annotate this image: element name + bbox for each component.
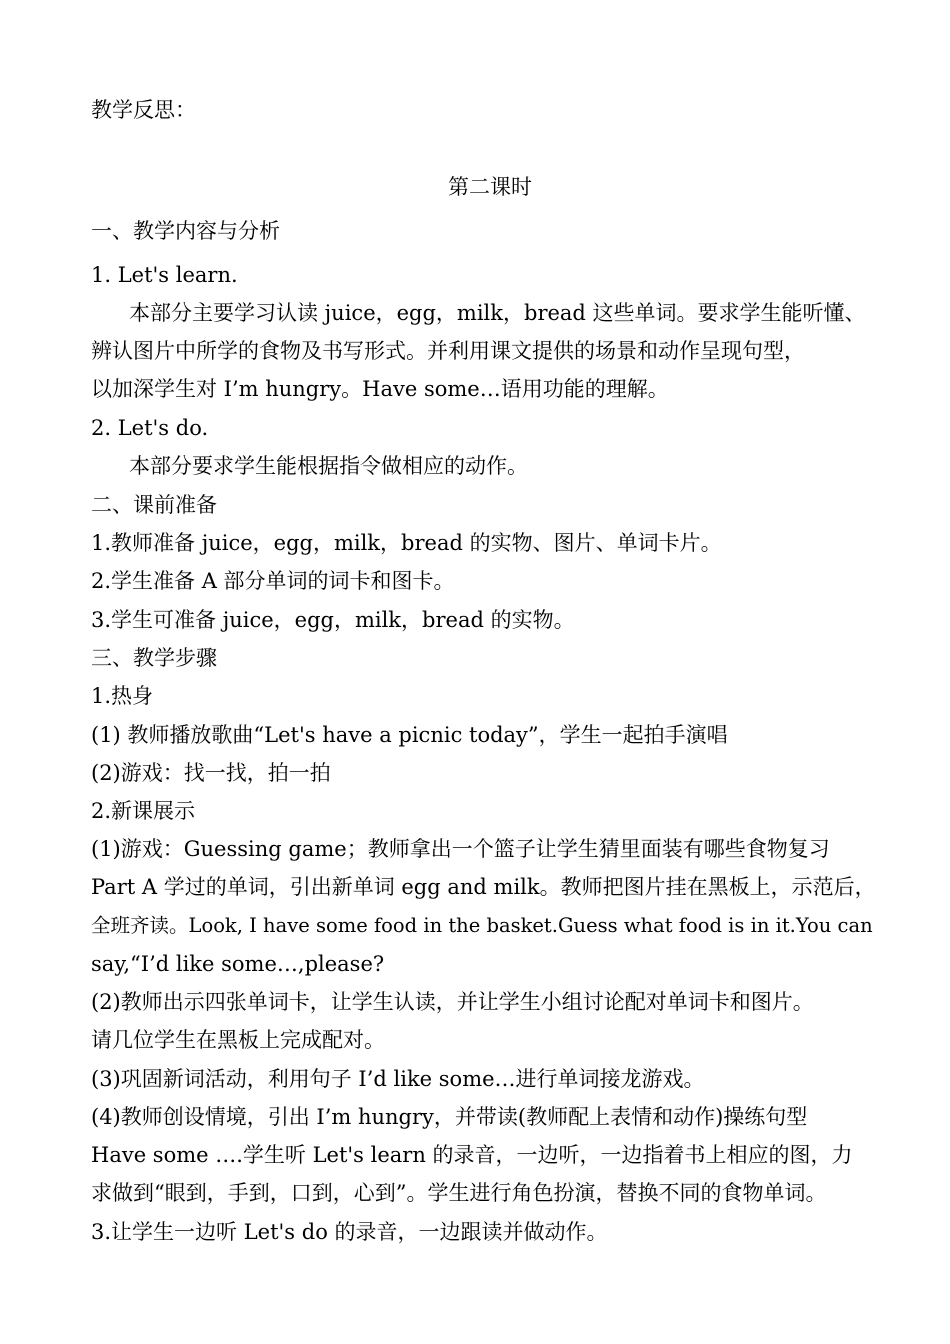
step-title-warmup: 1.热身 <box>91 684 154 708</box>
lesson-title: 第二课时 <box>448 175 532 199</box>
item-title-lets-learn: 1. Let's learn. <box>91 263 238 287</box>
list-item: (2)游戏：找一找，拍一拍 <box>91 761 331 785</box>
step-title-listen-and-do: 3.让学生一边听 Let's do 的录音，一边跟读并做动作。 <box>91 1220 608 1244</box>
paragraph-line: Have some ….学生听 Let's learn 的录音，一边听，一边指着书上相应的图，力 <box>91 1143 853 1167</box>
paragraph-line: 本部分主要学习认读 juice，egg，milk，bread 这些单词。要求学生能听懂、 <box>129 301 866 325</box>
step-title-presentation: 2.新课展示 <box>91 799 196 823</box>
reflection-label: 教学反思： <box>91 98 196 122</box>
paragraph-line: 求做到“眼到，手到，口到，心到”。学生进行角色扮演，替换不同的食物单词。 <box>91 1181 827 1205</box>
paragraph-line: (2)教师出示四张单词卡，让学生认读，并让学生小组讨论配对单词卡和图片。 <box>91 990 814 1014</box>
item-title-lets-do: 2. Let's do. <box>91 416 209 440</box>
paragraph-line: (3)巩固新词活动，利用句子 I’d like some…进行单词接龙游戏。 <box>91 1067 705 1091</box>
paragraph-line: 以加深学生对 I’m hungry。Have some…语用功能的理解。 <box>91 377 669 401</box>
list-item: 2.学生准备 A 部分单词的词卡和图卡。 <box>91 569 455 593</box>
paragraph-line: say,“I’d like some…,please? <box>91 952 385 976</box>
list-item: (1) 教师播放歌曲“Let's have a picnic today”，学生一起拍手演唱 <box>91 723 728 747</box>
section-heading-preparation: 二、课前准备 <box>91 493 217 517</box>
paragraph-line: 本部分要求学生能根据指令做相应的动作。 <box>129 454 528 478</box>
paragraph-line: (1)游戏：Guessing game；教师拿出一个篮子让学生猜里面装有哪些食物复习 <box>91 837 830 861</box>
section-heading-steps: 三、教学步骤 <box>91 646 217 670</box>
section-heading-content-analysis: 一、教学内容与分析 <box>91 219 280 243</box>
paragraph-line: 辨认图片中所学的食物及书写形式。并利用课文提供的场景和动作呈现句型， <box>91 339 805 363</box>
paragraph-line: 全班齐读。Look, I have some food in the basket.Guess what food is in it.You can <box>91 914 873 937</box>
paragraph-line: (4)教师创设情境，引出 I’m hungry，并带读(教师配上表情和动作)操练句型 <box>91 1105 808 1129</box>
paragraph-line: 请几位学生在黑板上完成配对。 <box>91 1028 385 1052</box>
list-item: 1.教师准备 juice，egg，milk，bread 的实物、图片、单词卡片。 <box>91 531 722 555</box>
paragraph-line: Part A 学过的单词，引出新单词 egg and milk。教师把图片挂在黑板上，示范后， <box>91 875 876 899</box>
list-item: 3.学生可准备 juice，egg，milk，bread 的实物。 <box>91 608 575 632</box>
